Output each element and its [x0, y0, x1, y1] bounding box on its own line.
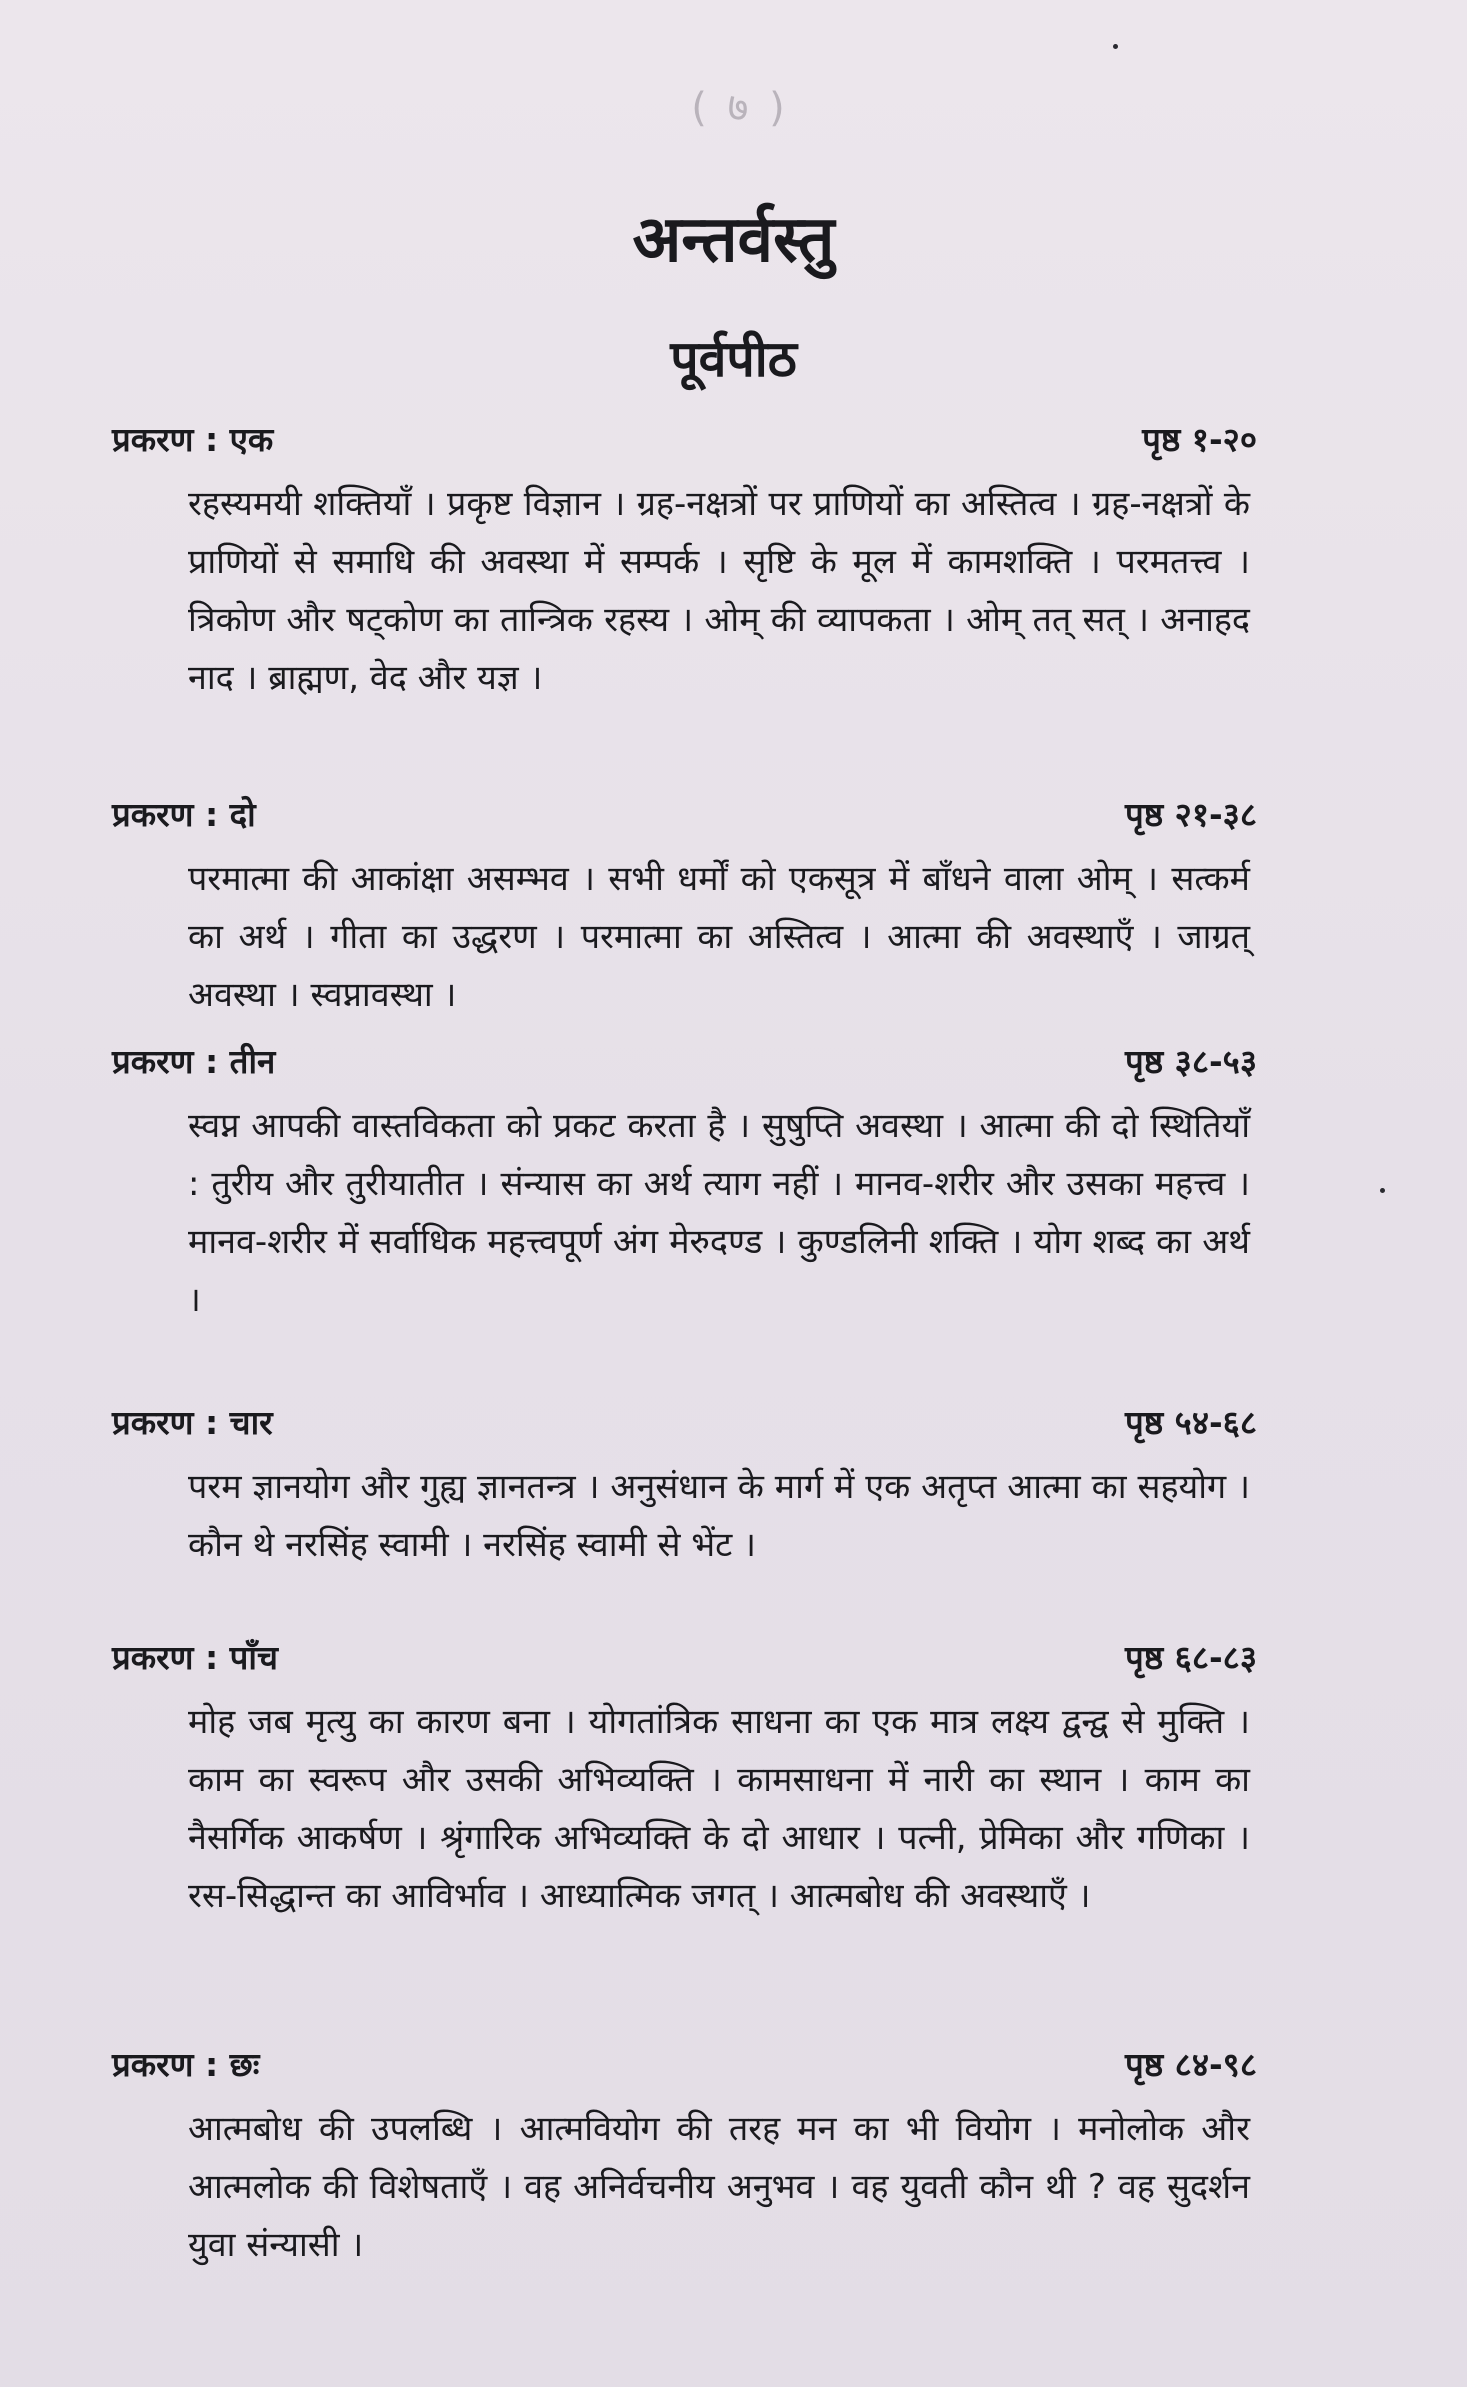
chapter-entry-6: [0, 2040, 1467, 2274]
chapter-summary: मोह जब मृत्यु का कारण बना । योगतांत्रिक साधना का एक मात्र लक्ष्य द्वन्द्व से मुक्ति । काम का स्वरूप और उसकी अभिव्यक्ति । कामसाधना में नारी का स्थान । काम का नैसर्गिक आकर्षण । श्रृंगारिक अभिव्यक्ति के दो आधार । पत्नी, प्रेमिका और गणिका । रस-सिद्धान्त का आविर्भाव । आध्यात्मिक जगत् । आत्मबोध की अवस्थाएँ ।: [188, 1702, 1250, 1916]
chapter-page-range: पृष्ठ १-२०: [1142, 420, 1257, 459]
chapter-entry-1: [0, 415, 1467, 707]
chapter-label: प्रकरण : छः: [112, 2045, 260, 2084]
chapter-page-range: पृष्ठ ३८-५३: [1124, 1042, 1257, 1081]
chapter-page-range: पृष्ठ ८४-९८: [1124, 2045, 1257, 2084]
chapter-summary: आत्मबोध की उपलब्धि । आत्मवियोग की तरह मन का भी वियोग । मनोलोक और आत्मलोक की विशेषताएँ । वह अनिर्वचनीय अनुभव । वह युवती कौन थी ? वह सुदर्शन युवा संन्यासी ।: [188, 2109, 1250, 2265]
chapter-label: प्रकरण : एक: [112, 420, 274, 459]
section-title: पूर्वपीठ: [670, 330, 797, 388]
page-folio: ( ७ ): [691, 85, 789, 131]
page-title: अन्तर्वस्तु: [632, 203, 835, 277]
paper-speck: [1113, 44, 1118, 49]
chapter-page-range: पृष्ठ ६८-८३: [1124, 1638, 1257, 1677]
chapter-summary: रहस्यमयी शक्तियाँ । प्रकृष्ट विज्ञान । ग्रह-नक्षत्रों पर प्राणियों का अस्तित्व । ग्रह-नक्षत्रों के प्राणियों से समाधि की अवस्था में सम्पर्क । सृष्टि के मूल में कामशक्ति । परमतत्त्व । त्रिकोण और षट्कोण का तान्त्रिक रहस्य । ओम् की व्यापकता । ओम् तत् सत् । अनाहद नाद । ब्राह्मण, वेद और यज्ञ ।: [188, 484, 1250, 698]
chapter-entry-3: [0, 1037, 1467, 1329]
chapter-summary: परमात्मा की आकांक्षा असम्भव । सभी धर्मों को एकसूत्र में बाँधने वाला ओम् । सत्कर्म का अर्थ । गीता का उद्धरण । परमात्मा का अस्तित्व । आत्मा की अवस्थाएँ । जाग्रत् अवस्था । स्वप्नावस्था ।: [188, 859, 1250, 1015]
chapter-entry-2: [0, 790, 1467, 1024]
chapter-label: प्रकरण : चार: [112, 1403, 273, 1442]
chapter-entry-5: [0, 1633, 1467, 1925]
chapter-page-range: पृष्ठ २१-३८: [1124, 795, 1257, 834]
paper-speck: [1380, 1188, 1385, 1193]
chapter-label: प्रकरण : तीन: [112, 1042, 276, 1081]
chapter-summary: परम ज्ञानयोग और गुह्य ज्ञानतन्त्र । अनुसंधान के मार्ग में एक अतृप्त आत्मा का सहयोग । कौन थे नरसिंह स्वामी । नरसिंह स्वामी से भेंट ।: [188, 1467, 1250, 1565]
chapter-entry-4: [0, 1398, 1467, 1574]
chapter-summary: स्वप्न आपकी वास्तविकता को प्रकट करता है । सुषुप्ति अवस्था । आत्मा की दो स्थितियाँ : तुरीय और तुरीयातीत । संन्यास का अर्थ त्याग नहीं । मानव-शरीर और उसका महत्त्व । मानव-शरीर में सर्वाधिक महत्त्वपूर्ण अंग मेरुदण्ड । कुण्डलिनी शक्ति । योग शब्द का अर्थ ।: [188, 1106, 1250, 1320]
chapter-label: प्रकरण : दो: [112, 795, 256, 834]
chapter-label: प्रकरण : पाँच: [112, 1638, 278, 1677]
chapter-page-range: पृष्ठ ५४-६८: [1124, 1403, 1257, 1442]
